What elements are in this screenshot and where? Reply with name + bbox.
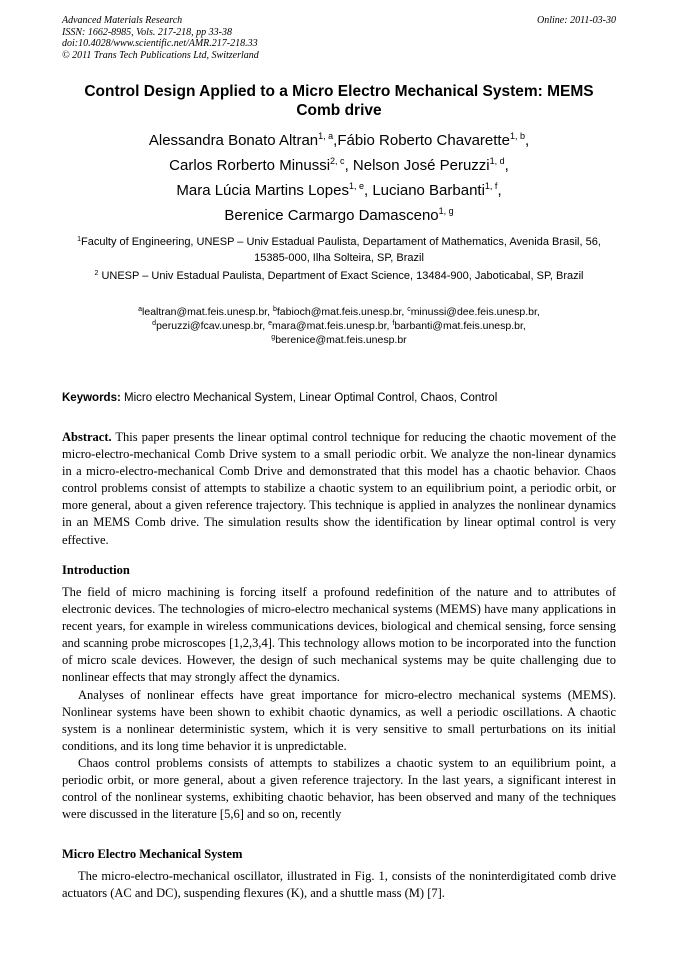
copyright-line: © 2011 Trans Tech Publications Ltd, Switzerland (62, 49, 259, 61)
abstract-text: This paper presents the linear optimal control technique for reducing the chaotic movement of the micro-electro-mechanical Comb Drive system to a small periodic orbit. We analyze the non-linear dynamics in a micro-electro-mechanical Comb Drive and demonstrated that this model has a chaotic behavior. Chaos control problems consist of attempts to stabilize a chaotic system to an equilibrium point, a periodic orbit, or more general, about a given reference trajectory. This technique is applied in analyzes the nonlinear dynamics in an MEMS Comb drive. The simulation results show the identification by linear optimal control is very effective. (62, 430, 616, 547)
affiliation-2 (62, 269, 616, 285)
keywords-text: Micro electro Mechanical System, Linear Optimal Control, Chaos, Control (120, 392, 498, 404)
email-sup: b (272, 306, 277, 313)
mems-body (62, 868, 616, 902)
keywords (62, 391, 616, 406)
email-address[interactable]: berenice@mat.feis.unesp.br (275, 334, 407, 346)
email-line: $^a$lealtran@mat.feis.unesp.br, $^b$fabioch@mat.feis.unesp.br, $^c$minussi@dee.feis.unesp.br, (138, 306, 540, 318)
email-sup: c (407, 306, 411, 313)
email-address[interactable]: mara@mat.feis.unesp.br (272, 320, 387, 332)
email-line (62, 333, 616, 347)
author-sup: 2, c (330, 156, 345, 166)
affiliation-text: Faculty of Engineering, UNESP – Univ Estadual Paulista, Departament of Mathematics, Avenida Brasil, 56, 15385-000, Ilha Solteira, SP, Brazil (80, 236, 601, 264)
email-address[interactable]: fabioch@mat.feis.unesp.br (276, 306, 402, 318)
author-sup: 1, a (318, 131, 334, 141)
author-sup: 1, b (509, 131, 525, 141)
abstract (62, 429, 616, 549)
journal-header (62, 15, 616, 61)
author-sup: 1, g (438, 206, 454, 216)
section-heading-mems: Micro Electro Mechanical System (62, 847, 243, 861)
author-name: Luciano Barbanti (372, 182, 485, 199)
online-date: Online: 2011-03-30 (537, 15, 616, 26)
email-sup: f (392, 320, 395, 327)
affiliation-1 (62, 235, 616, 266)
affiliation-sup: 2 (94, 270, 99, 277)
paragraph: Chaos control problems consists of attempts to stabilizes a chaotic system to an equilibrium point, a periodic orbit, or more general, about a given reference trajectory. In the last years, a significant interest in control of the nonlinear systems, exhibiting chaotic behavior, has been observed and many of the techniques were discussed in the literature [5,6] and so on, recently (62, 755, 616, 822)
email-sup: g (271, 334, 276, 341)
email-address[interactable]: peruzzi@fcav.unesp.br (156, 320, 263, 332)
affiliation-text: UNESP – Univ Estadual Paulista, Department of Exact Science, 13484-900, Jaboticabal, SP, Brazil (98, 270, 584, 282)
email-address[interactable]: minussi@dee.feis.unesp.br (410, 306, 537, 318)
author-name: Carlos Rorberto Minussi (169, 157, 331, 174)
author-name: Nelson José Peruzzi (352, 157, 490, 174)
paper-title: Control Design Applied to a Micro Electro Mechanical System: MEMS Comb drive (84, 83, 594, 119)
author-name: Mara Lúcia Martins Lopes (176, 182, 349, 199)
journal-name: Advanced Materials Research (62, 15, 183, 26)
email-address[interactable]: lealtran@mat.feis.unesp.br (142, 306, 268, 318)
abstract-label: Abstract. (62, 430, 112, 444)
email-sup: a (138, 306, 143, 313)
author-name: Berenice Carmargo Damasceno (224, 207, 439, 224)
keywords-label: Keywords: (62, 392, 121, 404)
author-line: Alessandra Bonato Altran$^{1, a}$,Fábio Roberto Chavarette$^{1, b}$, (148, 131, 530, 149)
email-line: $^d$peruzzi@fcav.unesp.br, $^e$mara@mat.feis.unesp.br, $^f$barbanti@mat.feis.unesp.br, (152, 320, 526, 332)
affiliation-sup: 1 (77, 236, 81, 243)
paragraph: The micro-electro-mechanical oscillator, illustrated in Fig. 1, consists of the noninterdigitated comb drive actuators (AC and DC), suspending flexures (K), and a shuttle mass (M) [7]. (62, 869, 616, 901)
issn-line: ISSN: 1662-8985, Vols. 217-218, pp 33-38 (62, 26, 232, 38)
paragraph: The field of micro machining is forcing itself a profound redefinition of the nature and to attributes of electronic devices. The technologies of micro-electro mechanical systems (MEMS) have many applications in recent years, for example in wireless communications devices, biological and chemical sensing, force sensing and scanning probe microscopes [1,2,3,4]. This technology allows motion to be incorporated into the function of micro scale devices. However, the design of such mechanical systems may be quite challenging due to nonlinear effects that may strongly affect the dynamics. (62, 585, 616, 685)
author-line: Mara Lúcia Martins Lopes$^{1, e}$, Luciano Barbanti$^{1, f}$, (176, 181, 502, 199)
doi-line: doi:10.4028/www.scientific.net/AMR.217-218.33 (62, 38, 258, 49)
author-name: Alessandra Bonato Altran (148, 132, 319, 149)
email-list (62, 305, 616, 347)
author-sup: 1, d (489, 156, 505, 166)
email-sup: d (152, 320, 157, 327)
section-heading-introduction: Introduction (62, 563, 130, 577)
email-sup: e (268, 320, 272, 327)
author-name: Fábio Roberto Chavarette (337, 132, 510, 149)
introduction-body (62, 584, 616, 823)
author-sup: 1, f (484, 181, 498, 191)
email-address[interactable]: barbanti@mat.feis.unesp.br (394, 320, 523, 332)
author-line: Carlos Rorberto Minussi$^{2, c}$, Nelson José Peruzzi$^{1, d}$, (169, 156, 509, 174)
author-sup: 1, e (348, 181, 364, 191)
author-list (62, 128, 616, 228)
paragraph: Analyses of nonlinear effects have great importance for micro-electro mechanical systems (MEMS). Nonlinear systems have been shown to exhibit chaotic dynamics, as well a periodic oscillations. A chaotic system is a nonlinear deterministic system, which it is very sensitive to small perturbations on its initial conditions, and its long time behavior it is unpredictable. (62, 687, 616, 753)
author-line (62, 203, 616, 228)
